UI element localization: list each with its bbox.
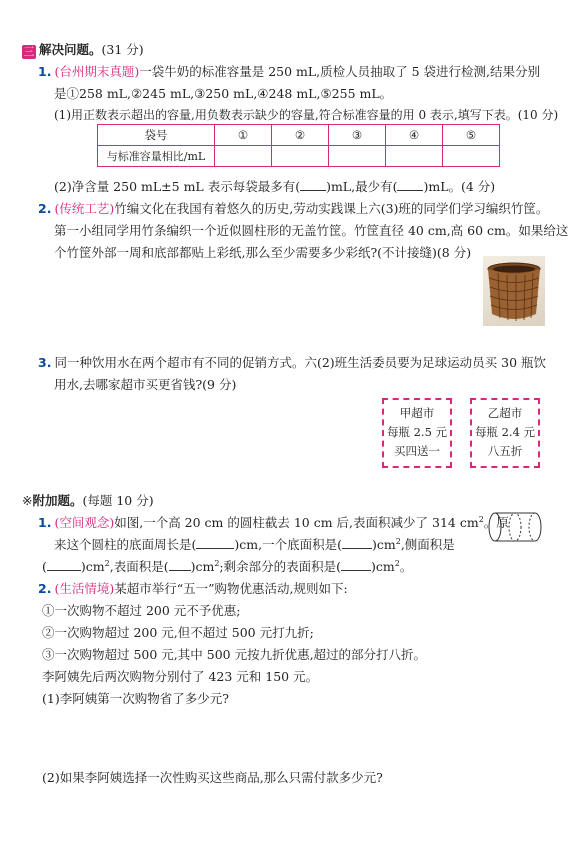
e2-rule-2: ②一次购物超过 200 元,但不超过 500 元打九折; [42,625,314,640]
e2-number: 2. [38,581,52,596]
e1-text-1a: 如图,一个高 20 cm 的圆柱截去 10 cm 后,表面积减少了 314 cm [114,515,479,530]
q2-tag: (传统工艺) [54,201,115,216]
e1-text-3c: ,表面积是( [109,559,169,574]
table-row [98,146,500,167]
e1-line3 [42,557,412,575]
store-b-promo-card [470,398,540,468]
superscript: 2 [478,514,484,524]
e1-text-2b: )cm,一个底面积是( [234,537,342,552]
answer-blank[interactable] [342,548,372,549]
cylinder-diagram [487,510,543,544]
q1-part1: (1)用正数表示超出的容量,用负数表示缺少的容量,符合标准容量的用 0 表示,填写下表。(10 分) [54,108,559,122]
answer-blank[interactable] [397,190,423,191]
table-header-cell: ⑤ [443,125,500,146]
answer-cell[interactable] [272,146,329,167]
store-b-name: 乙超市 [487,406,523,420]
e2-line5: 李阿姨先后两次购物分别付了 423 元和 150 元。 [42,669,319,684]
extra-title: 附加题。 [32,493,83,508]
table-header-cell: ① [215,125,272,146]
q1-number: 1. [38,64,52,79]
e1-tag: (空间观念) [54,515,115,530]
answer-blank[interactable] [196,548,234,549]
e1-text-3d: )cm [190,559,215,574]
q2-text-1: 竹编文化在我国有着悠久的历史,劳动实践课上六(3)班的同学们学习编织竹筐。 [114,201,549,216]
e1-number: 1. [38,515,52,530]
q1-part2-text-b: )mL,最少有( [326,179,398,194]
e2-rule-1: ①一次购物不超过 200 元不予优惠; [42,603,241,618]
e2-text-1: 某超市举行“五一”购物优惠活动,规则如下: [114,581,348,596]
e1-line2 [54,535,455,553]
q2-number: 2. [38,201,52,216]
store-a-deal: 买四送一 [394,444,440,458]
extra-score: (每题 10 分) [82,493,154,508]
e2-part1: (1)李阿姨第一次购物省了多少元? [42,691,229,706]
store-a-name: 甲超市 [399,406,435,420]
q2-line2: 第一小组同学用竹条编织一个近似圆柱形的无盖竹筐。竹筐直径 40 cm,高 60 cm。如果给这 [54,223,569,238]
answer-blank[interactable] [300,190,326,191]
answer-cell[interactable] [443,146,500,167]
superscript: 2 [395,536,401,546]
q1-tag: (台州期末真题) [54,64,140,79]
q1-part2-text-a: (2)净含量 250 mL±5 mL 表示每袋最多有( [54,179,301,194]
q1-text-1: 一袋牛奶的标准容量是 250 mL,质检人员抽取了 5 袋进行检测,结果分别 [139,64,541,79]
q1-line1 [38,62,540,80]
q1-part2 [54,177,495,195]
section-number-badge: 三 [23,45,35,58]
extra-mark: ※ [22,493,33,508]
e2-line1 [38,579,348,597]
e1-text-2c: )cm [371,537,396,552]
e1-text-3e: ;剩余部分的表面积是( [219,559,341,574]
q3-text-1: 同一种饮用水在两个超市有不同的促销方式。六(2)班生活委员要为足球运动员买 30 瓶饮 [54,355,547,370]
q1-answer-table [97,124,500,167]
store-b-deal: 八五折 [487,444,523,458]
table-header-cell: ④ [386,125,443,146]
answer-blank[interactable] [47,570,81,571]
table-header-cell: ③ [329,125,386,146]
e1-text-1b: 。原 [483,515,509,530]
store-a-promo-card [382,398,452,468]
extra-heading [22,491,154,509]
e1-text-3a: ( [42,559,47,574]
answer-blank[interactable] [341,570,371,571]
answer-cell[interactable] [386,146,443,167]
e1-text-3f: )cm [371,559,395,574]
superscript: 2 [214,558,220,568]
e2-tag: (生活情境) [54,581,115,596]
q2-line1 [38,199,548,217]
table-row-label: 与标准容量相比/mL [98,146,215,167]
store-b-price: 每瓶 2.4 元 [474,425,536,439]
section-heading [22,40,144,59]
answer-cell[interactable] [329,146,386,167]
section-score: (31 分) [101,42,144,57]
section-title: 解决问题。 [39,42,102,57]
q3-number: 3. [38,355,52,370]
table-header-cell: 袋号 [98,125,215,146]
e1-text-2d: ,侧面积是 [400,537,455,552]
e2-part2: (2)如果李阿姨选择一次性购买这些商品,那么只需付款多少元? [42,770,383,785]
q1-line2: 是①258 mL,②245 mL,③250 mL,④248 mL,⑤255 mL。 [54,86,393,101]
q3-line1 [38,353,546,371]
table-row [98,125,500,146]
e1-text-3g: 。 [399,559,413,574]
answer-cell[interactable] [215,146,272,167]
q3-line2: 用水,去哪家超市买更省钱?(9 分) [54,377,237,392]
e2-rule-3: ③一次购物超过 500 元,其中 500 元按九折优惠,超过的部分打八折。 [42,647,427,662]
q1-part2-text-c: )mL。(4 分) [423,179,496,194]
store-a-price: 每瓶 2.5 元 [386,425,448,439]
e1-text-3b: )cm [80,559,105,574]
bamboo-basket-photo [483,256,545,326]
superscript: 2 [394,558,400,568]
superscript: 2 [104,558,110,568]
table-header-cell: ② [272,125,329,146]
answer-blank[interactable] [169,570,191,571]
q2-line3: 个竹筐外部一周和底部都贴上彩纸,那么至少需要多少彩纸?(不计接缝)(8 分) [54,245,472,260]
e1-text-2a: 来这个圆柱的底面周长是( [54,537,197,552]
e1-line1 [38,513,509,531]
